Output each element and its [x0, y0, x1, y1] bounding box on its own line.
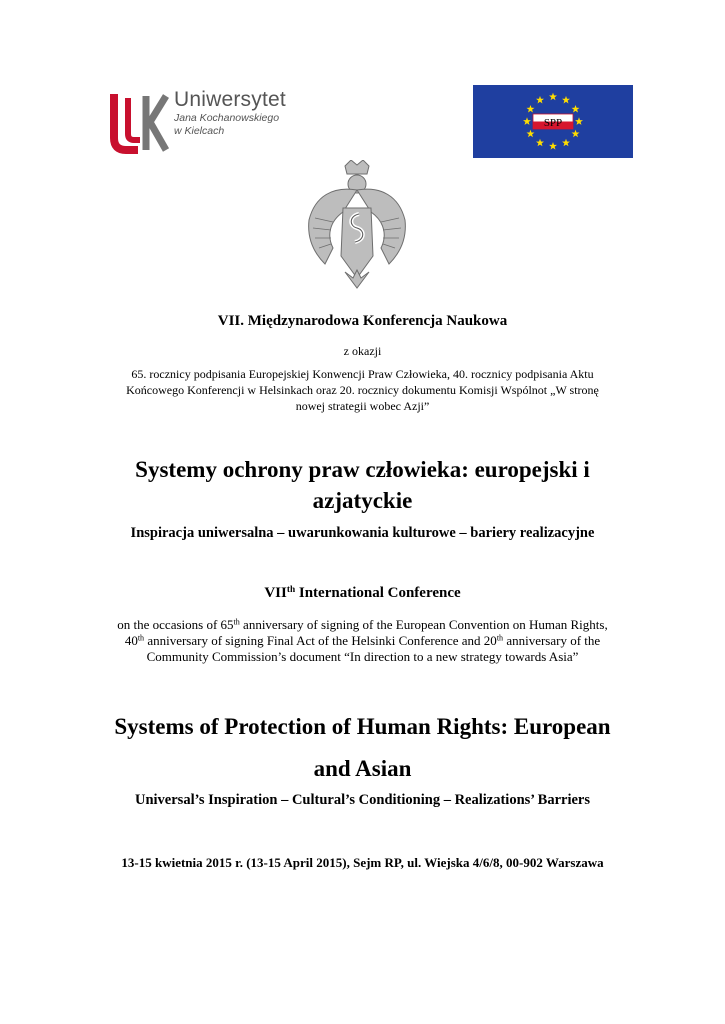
- conference-title-pl: VII. Międzynarodowa Konferencja Naukowa: [217, 313, 508, 329]
- ujk-logo-mark-icon: [108, 88, 170, 158]
- main-title-en: [0, 706, 725, 790]
- main-title-line: Systems of Protection of Human Rights: European: [114, 714, 611, 739]
- text-run: 40: [124, 633, 138, 648]
- conference-title-en: [0, 585, 725, 602]
- spp-label: SPP: [543, 117, 563, 129]
- sup-th: th: [233, 617, 240, 627]
- occasion-line: Community Commission’s document “In direction to a new strategy towards Asia”: [146, 649, 579, 664]
- university-name-line3: w Kielcach: [174, 125, 225, 137]
- occasion-text-pl: [0, 366, 725, 414]
- occasion-line: 65. rocznicy podpisania Europejskiej Konwencji Praw Człowieka, 40. rocznicy podpisania Aktu: [131, 367, 594, 381]
- subtitle-pl: Inspiracja uniwersalna – uwarunkowania kulturowe – bariery realizacyjne: [130, 525, 595, 541]
- text-run: anniversary of signing Final Act of the Helsinki Conference and 20: [144, 633, 497, 648]
- conf-rest: International Conference: [295, 585, 461, 601]
- occasion-intro-pl: z okazji: [343, 344, 382, 358]
- date-location: 13-15 kwietnia 2015 r. (13-15 April 2015), Sejm RP, ul. Wiejska 4/6/8, 00-902 Warszawa: [121, 855, 604, 870]
- occasion-text-en: [0, 617, 725, 665]
- main-title-pl: [0, 454, 725, 516]
- eagle-emblem-icon: [303, 160, 411, 290]
- university-name: Uniwersytet: [174, 88, 286, 111]
- main-title-line: Systemy ochrony praw człowieka: europejski i: [135, 457, 590, 482]
- text-run: anniversary of signing of the European Convention on Human Rights,: [239, 617, 608, 632]
- main-title-line: azjatyckie: [312, 488, 413, 513]
- occasion-line: [0, 617, 725, 633]
- university-logo: [108, 88, 298, 158]
- text-run: anniversary of the: [503, 633, 601, 648]
- sup-th: th: [496, 633, 504, 643]
- conf-roman: VII: [264, 585, 287, 601]
- occasion-line: [0, 633, 725, 649]
- subtitle-en: Universal’s Inspiration – Cultural’s Conditioning – Realizations’ Barriers: [134, 792, 590, 808]
- sup-th: th: [137, 633, 145, 643]
- text-run: on the occasions of 65: [117, 617, 234, 632]
- occasion-line: Końcowego Konferencji w Helsinkach oraz 20. rocznicy dokumentu Komisji Wspólnot „W stronę: [126, 383, 599, 397]
- spp-logo: [473, 85, 633, 158]
- sup-th: th: [286, 584, 296, 595]
- occasion-line: nowej strategii wobec Azji”: [295, 399, 430, 413]
- university-name-line2: Jana Kochanowskiego: [174, 112, 280, 124]
- eu-flag-icon: [473, 85, 633, 158]
- main-title-line: and Asian: [313, 756, 412, 781]
